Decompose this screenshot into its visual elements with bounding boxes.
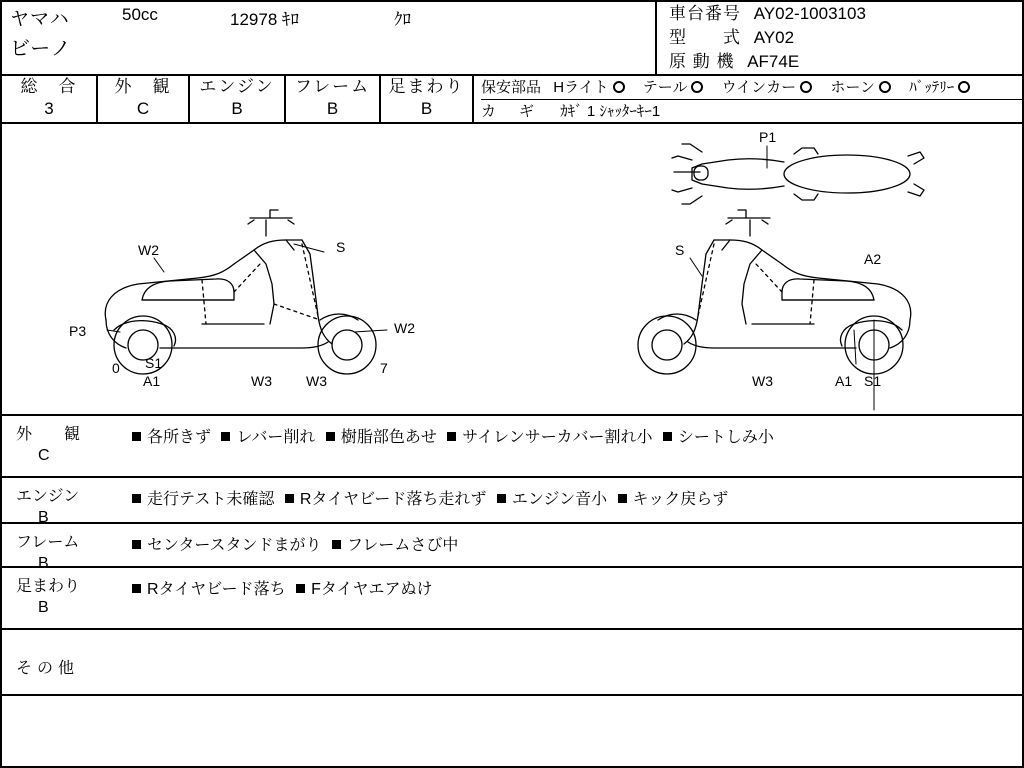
- comment-label-exterior: [2, 416, 120, 476]
- chassis-number-line: [669, 2, 1022, 26]
- key-value: ｶｷﾞ 1 ｼｬｯﾀｰｷｰ1: [560, 103, 661, 120]
- comment-exterior-grade: C: [38, 447, 50, 464]
- bullet-icon: [132, 432, 141, 441]
- comment-label-other: その他: [16, 660, 80, 677]
- grade-frame: [286, 76, 381, 122]
- comment-label-engine: [2, 478, 120, 526]
- top-view-scooter: [672, 144, 924, 204]
- equip-horn-label: ホーン: [830, 79, 876, 96]
- comment-item: サイレンサーカバー割れ小: [462, 429, 653, 446]
- bullet-icon: [132, 494, 141, 503]
- comment-label-suspension: [2, 568, 120, 628]
- type-label: 型 式: [669, 28, 741, 47]
- comment-text-other: [120, 630, 1022, 694]
- safety-equipment: [474, 76, 1022, 122]
- comment-item: Fタイヤエアぬけ: [311, 581, 433, 598]
- safety-equipment-label: 保安部品: [481, 79, 542, 96]
- equip-winker-label: ウインカー: [721, 79, 797, 96]
- comment-item: 走行テスト未確認: [147, 491, 275, 508]
- label-w2-right: W2: [394, 320, 415, 336]
- comment-text-exterior: [120, 416, 1022, 476]
- comment-item: キック戻らず: [632, 491, 729, 508]
- grade-total-label: 総 合: [20, 77, 78, 96]
- comment-item: Rタイヤビード落ち: [147, 581, 286, 598]
- comment-text-frame: [120, 524, 1022, 566]
- bullet-icon: [285, 494, 294, 503]
- grades-row: [2, 76, 1022, 124]
- comment-row-frame: [2, 524, 1022, 572]
- maker-name: ヤマハ: [10, 9, 70, 30]
- grade-engine-label: エンジン: [199, 77, 275, 96]
- label-w3-c: W3: [752, 373, 773, 389]
- circle-icon: [879, 81, 891, 93]
- grade-exterior-value: C: [136, 99, 150, 118]
- bullet-icon: [221, 432, 230, 441]
- displacement: 50cc: [122, 5, 158, 24]
- label-w2-left: W2: [138, 242, 159, 258]
- comment-item: エンジン音小: [511, 491, 608, 508]
- right-side-view-scooter: [638, 210, 911, 374]
- type-value: AY02: [753, 28, 795, 47]
- bullet-icon: [447, 432, 456, 441]
- bullet-icon: [663, 432, 672, 441]
- grade-total-value: 3: [44, 99, 54, 118]
- engine-value: AF74E: [747, 52, 800, 71]
- label-s1-right: S1: [864, 373, 882, 389]
- model-name: ビーノ: [10, 38, 72, 60]
- comment-suspension-title: 足まわり: [16, 578, 81, 595]
- comment-item: レバー削れ: [236, 429, 316, 446]
- equip-battery-label: ﾊﾞｯﾃﾘｰ: [909, 79, 955, 96]
- circle-icon: [613, 81, 625, 93]
- comment-frame-grade: B: [38, 555, 49, 572]
- engine-label: 原 動 機: [669, 52, 735, 71]
- diagram-labels: [69, 129, 881, 389]
- grade-exterior: [98, 76, 190, 122]
- chassis-number-label: 車台番号: [669, 4, 741, 23]
- comment-suspension-grade: B: [38, 599, 49, 616]
- diagram-svg: [2, 124, 1022, 412]
- bullet-icon: [132, 540, 141, 549]
- label-a1-left: A1: [143, 373, 161, 389]
- bullet-icon: [296, 584, 305, 593]
- comment-item: フレームさび中: [347, 537, 459, 554]
- vehicle-diagram: [2, 124, 1022, 416]
- grade-suspension: [381, 76, 474, 122]
- left-side-view-scooter: [105, 210, 376, 374]
- label-s-right: S: [675, 242, 685, 258]
- bullet-icon: [332, 540, 341, 549]
- comment-item: シートしみ小: [677, 429, 774, 446]
- comment-row-engine: [2, 478, 1022, 524]
- bullet-icon: [326, 432, 335, 441]
- label-zero: 0: [112, 360, 120, 376]
- label-seven: 7: [380, 360, 388, 376]
- label-a2: A2: [864, 251, 882, 267]
- chassis-number-value: AY02-1003103: [753, 4, 866, 23]
- comment-text-suspension: [120, 568, 1022, 628]
- bullet-icon: [497, 494, 506, 503]
- header-identification: [657, 2, 1022, 74]
- grade-suspension-label: 足まわり: [388, 77, 465, 96]
- engine-line: [669, 50, 1022, 74]
- equip-headlight-label: Hライト: [553, 79, 609, 96]
- label-w3-a: W3: [251, 373, 272, 389]
- label-p1: P1: [759, 129, 777, 145]
- comment-item: 各所きず: [147, 429, 212, 446]
- key-label: カ ギ: [481, 103, 539, 120]
- header: [2, 2, 1022, 76]
- comment-row-exterior: [2, 416, 1022, 478]
- grade-frame-value: B: [326, 99, 339, 118]
- label-p3: P3: [69, 323, 87, 339]
- label-a1-right: A1: [835, 373, 853, 389]
- key-line: [481, 99, 1022, 123]
- type-line: [669, 26, 1022, 50]
- header-vehicle-info: [2, 2, 657, 74]
- bullet-icon: [618, 494, 627, 503]
- comment-item: 樹脂部色あせ: [340, 429, 437, 446]
- comment-text-engine: [120, 478, 1022, 522]
- circle-icon: [958, 81, 970, 93]
- grade-engine-value: B: [231, 99, 243, 118]
- comment-row-other: [2, 630, 1022, 696]
- comment-label-frame: [2, 524, 120, 572]
- safety-equipment-line: [481, 76, 1022, 99]
- comment-frame-title: フレーム: [16, 534, 80, 551]
- label-s1-left: S1: [145, 355, 163, 371]
- comment-engine-grade: B: [38, 509, 49, 526]
- grade-engine: [190, 76, 286, 122]
- grade-frame-label: フレーム: [294, 77, 371, 96]
- bullet-icon: [132, 584, 141, 593]
- grade-exterior-label: 外 観: [114, 77, 172, 96]
- label-s-left: S: [336, 239, 346, 255]
- comment-item: センタースタンドまがり: [147, 537, 322, 554]
- comment-exterior-title: 外 観: [16, 426, 81, 443]
- grade-suspension-value: B: [420, 99, 433, 118]
- label-w3-b: W3: [306, 373, 327, 389]
- mileage: 12978 ｷﾛ: [230, 10, 299, 29]
- circle-icon: [800, 81, 812, 93]
- grade-total: [2, 76, 98, 122]
- comment-engine-title: エンジン: [16, 488, 80, 505]
- comment-row-suspension: [2, 568, 1022, 630]
- body-color: ｸﾛ: [394, 10, 411, 29]
- circle-icon: [691, 81, 703, 93]
- comment-item: Rタイヤビード落ち走れず: [299, 491, 487, 508]
- equip-tail-label: テール: [642, 79, 688, 96]
